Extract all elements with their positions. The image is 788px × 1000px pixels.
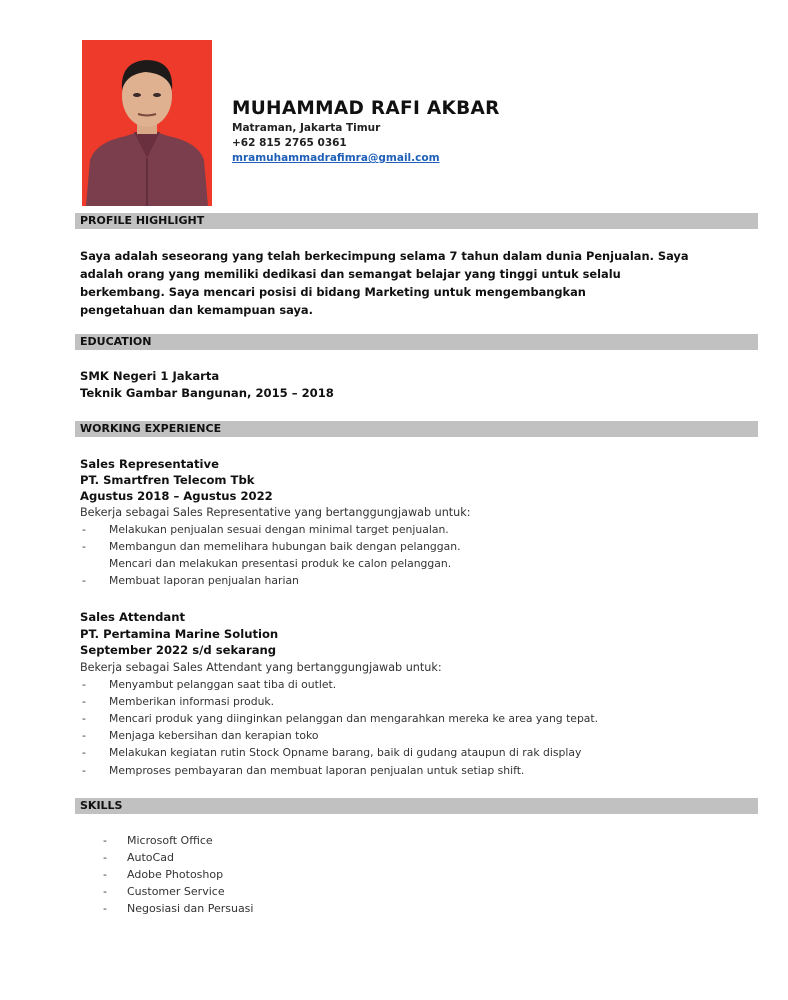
dash-marker: -	[103, 834, 107, 847]
duty-text: Mencari dan melakukan presentasi produk ke calon pelanggan.	[109, 557, 452, 570]
skill-text: Customer Service	[127, 885, 225, 898]
dash-marker: -	[82, 764, 86, 777]
candidate-phone: +62 815 2765 0361	[232, 137, 347, 149]
duty-text: Membangun dan memelihara hubungan baik dengan pelanggan.	[109, 540, 461, 553]
profile-line: Saya adalah seseorang yang telah berkecimpung selama 7 tahun dalam dunia Penjualan. Saya	[80, 249, 689, 263]
job-company: PT. Smartfren Telecom Tbk	[80, 473, 255, 487]
profile-line: pengetahuan dan kemampuan saya.	[80, 303, 313, 317]
education-major: Teknik Gambar Bangunan, 2015 – 2018	[80, 386, 334, 400]
skill-text: AutoCad	[127, 851, 174, 864]
duty-text: Melakukan kegiatan rutin Stock Opname barang, baik di gudang ataupun di rak display	[109, 746, 582, 759]
candidate-location: Matraman, Jakarta Timur	[232, 122, 381, 134]
dash-marker: -	[82, 695, 86, 708]
job-intro: Bekerja sebagai Sales Attendant yang bertanggungjawab untuk:	[80, 661, 442, 674]
candidate-name: MUHAMMAD RAFI AKBAR	[232, 98, 500, 119]
candidate-email-link[interactable]: mramuhammadrafimra@gmail.com	[232, 152, 440, 164]
dash-marker: -	[103, 851, 107, 864]
section-header-working-experience: WORKING EXPERIENCE	[75, 421, 758, 437]
section-header-education: EDUCATION	[75, 334, 758, 350]
job-period: Agustus 2018 – Agustus 2022	[80, 489, 273, 503]
job-role: Sales Attendant	[80, 610, 186, 624]
section-header-profile-highlight: PROFILE HIGHLIGHT	[75, 213, 758, 229]
duty-text: Membuat laporan penjualan harian	[109, 574, 299, 587]
job-role: Sales Representative	[80, 457, 219, 471]
duty-text: Menyambut pelanggan saat tiba di outlet.	[109, 678, 337, 691]
profile-summary	[80, 247, 755, 319]
dash-marker: -	[82, 540, 86, 553]
dash-marker: -	[82, 523, 86, 536]
person-portrait-icon	[82, 40, 212, 206]
section-header-skills: SKILLS	[75, 798, 758, 814]
dash-marker: -	[82, 712, 86, 725]
duty-text: Melakukan penjualan sesuai dengan minimal target penjualan.	[109, 523, 449, 536]
profile-photo	[82, 40, 212, 206]
skill-text: Microsoft Office	[127, 834, 213, 847]
dash-marker: -	[103, 868, 107, 881]
dash-marker: -	[82, 729, 86, 742]
job-period: September 2022 s/d sekarang	[80, 643, 277, 657]
job-company: PT. Pertamina Marine Solution	[80, 627, 279, 641]
profile-line: adalah orang yang memiliki dedikasi dan semangat belajar yang tinggi untuk selalu	[80, 267, 621, 281]
education-school: SMK Negeri 1 Jakarta	[80, 369, 220, 383]
duty-text: Menjaga kebersihan dan kerapian toko	[109, 729, 319, 742]
skill-text: Adobe Photoshop	[127, 868, 224, 881]
job-intro: Bekerja sebagai Sales Representative yang bertanggungjawab untuk:	[80, 506, 471, 519]
dash-marker: -	[82, 574, 86, 587]
skill-text: Negosiasi dan Persuasi	[127, 902, 254, 915]
duty-text: Memproses pembayaran dan membuat laporan penjualan untuk setiap shift.	[109, 764, 525, 777]
dash-marker: -	[103, 885, 107, 898]
profile-line: berkembang. Saya mencari posisi di bidang Marketing untuk mengembangkan	[80, 285, 586, 299]
duty-text: Memberikan informasi produk.	[109, 695, 275, 708]
dash-marker: -	[82, 678, 86, 691]
dash-marker: -	[82, 746, 86, 759]
dash-marker: -	[103, 902, 107, 915]
duty-text: Mencari produk yang diinginkan pelanggan dan mengarahkan mereka ke area yang tepat.	[109, 712, 599, 725]
